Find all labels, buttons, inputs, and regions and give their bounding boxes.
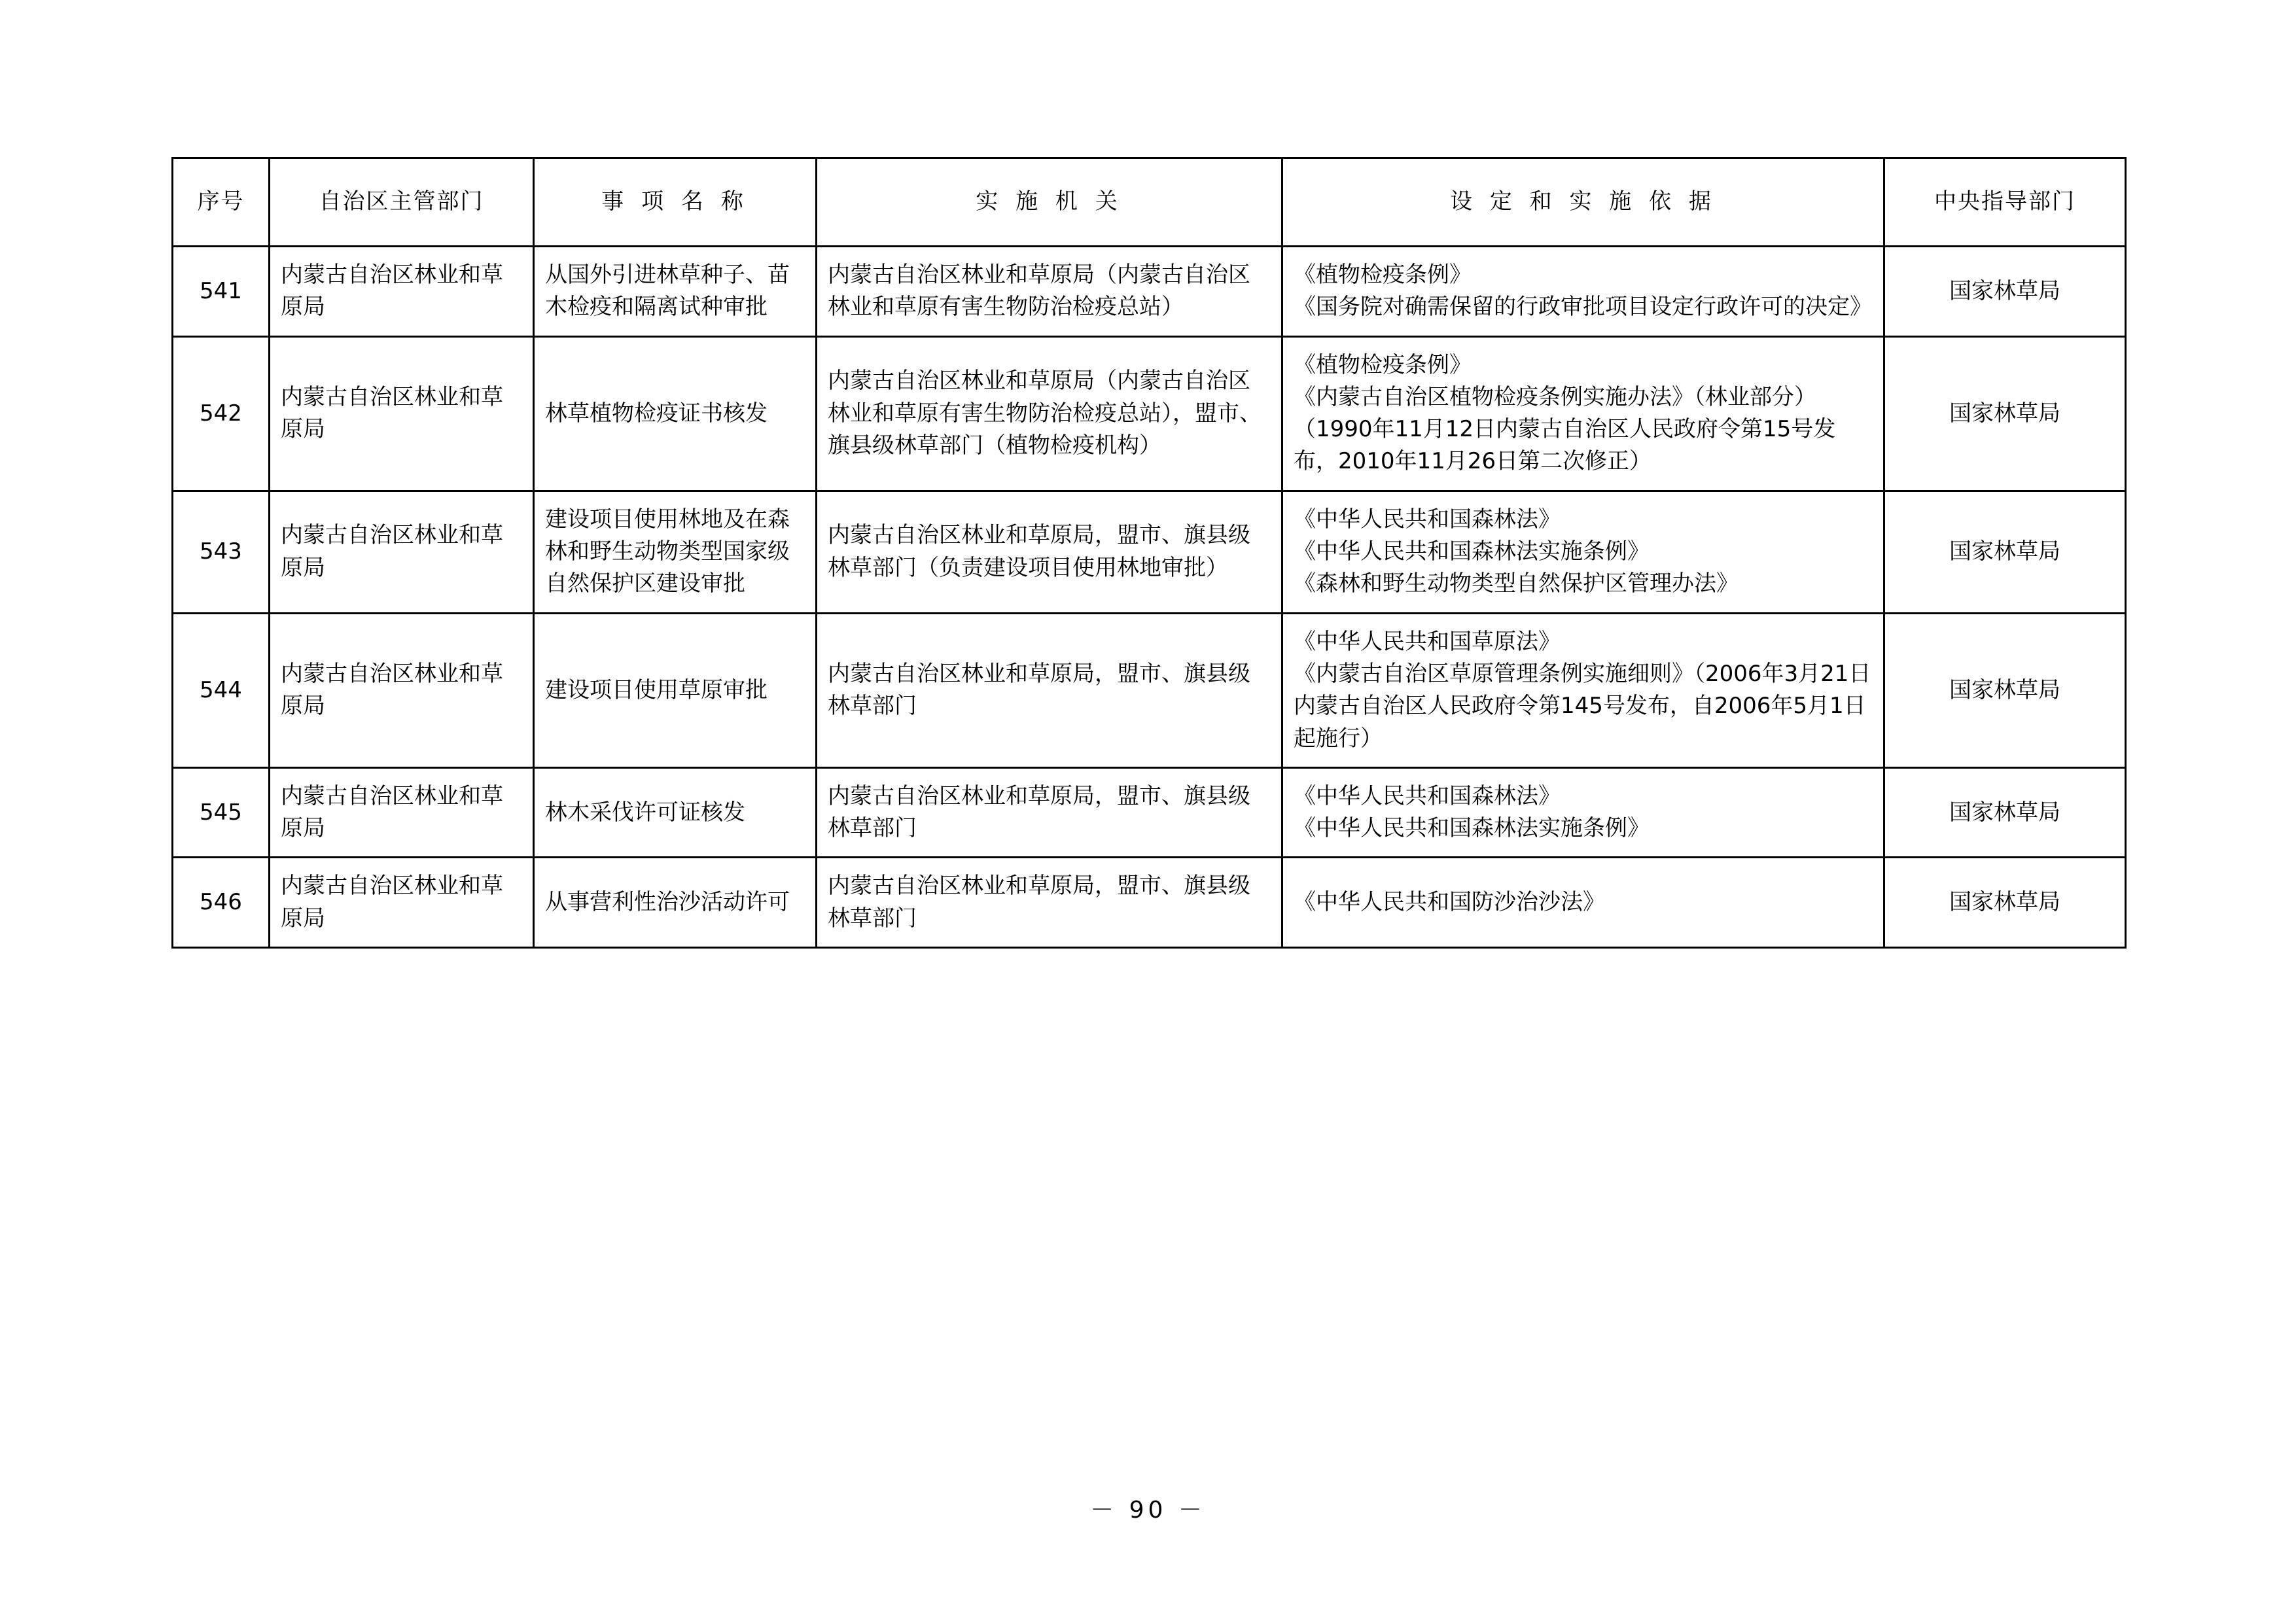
- legal-basis-line: 《植物检疫条例》: [1294, 262, 1472, 288]
- cell-department: 内蒙古自治区林业和草原局: [270, 858, 534, 948]
- cell-item-name: 从国外引进林草种子、苗木检疫和隔离试种审批: [534, 247, 817, 337]
- cell-item-name: 建设项目使用林地及在森林和野生动物类型国家级自然保护区建设审批: [534, 491, 817, 613]
- cell-legal-basis: [1282, 247, 1884, 337]
- cell-implementing-organ: 内蒙古自治区林业和草原局，盟市、旗县级林草部门: [817, 767, 1282, 858]
- legal-basis-line: 《中华人民共和国森林法实施条例》: [1294, 815, 1650, 842]
- column-header-sequence: 序号: [173, 158, 270, 247]
- column-header-central-department: 中央指导部门: [1884, 158, 2126, 247]
- legal-basis-line: 《内蒙古自治区草原管理条例实施细则》（2006年3月21日内蒙古自治区人民政府令第145号发布，自2006年5月1日起施行）: [1294, 660, 1871, 752]
- table-row: [173, 491, 2126, 613]
- administrative-items-table-container: [171, 157, 2125, 949]
- cell-central-department: 国家林草局: [1884, 858, 2126, 948]
- table-row: [173, 247, 2126, 337]
- column-header-legal-basis: 设 定 和 实 施 依 据: [1282, 158, 1884, 247]
- cell-central-department: 国家林草局: [1884, 336, 2126, 491]
- column-header-item-name: 事 项 名 称: [534, 158, 817, 247]
- cell-item-name: 从事营利性治沙活动许可: [534, 858, 817, 948]
- cell-legal-basis: [1282, 491, 1884, 613]
- cell-central-department: 国家林草局: [1884, 491, 2126, 613]
- legal-basis-line: 《中华人民共和国森林法》: [1294, 782, 1561, 809]
- legal-basis-line: 《植物检疫条例》: [1294, 351, 1472, 378]
- table-row: [173, 767, 2126, 858]
- cell-department: 内蒙古自治区林业和草原局: [270, 613, 534, 767]
- column-header-department: 自治区主管部门: [270, 158, 534, 247]
- cell-sequence: 541: [173, 247, 270, 337]
- cell-implementing-organ: 内蒙古自治区林业和草原局，盟市、旗县级林草部门: [817, 858, 1282, 948]
- cell-department: 内蒙古自治区林业和草原局: [270, 336, 534, 491]
- table-header-row: [173, 158, 2126, 247]
- cell-item-name: 林木采伐许可证核发: [534, 767, 817, 858]
- legal-basis-line: 《中华人民共和国森林法》: [1294, 506, 1561, 532]
- cell-sequence: 545: [173, 767, 270, 858]
- cell-item-name: 建设项目使用草原审批: [534, 613, 817, 767]
- cell-legal-basis: [1282, 767, 1884, 858]
- cell-sequence: 546: [173, 858, 270, 948]
- legal-basis-line: 《森林和野生动物类型自然保护区管理办法》: [1294, 570, 1739, 597]
- table-header: [173, 158, 2126, 247]
- table-row: [173, 336, 2126, 491]
- cell-sequence: 543: [173, 491, 270, 613]
- legal-basis-line: 《内蒙古自治区植物检疫条例实施办法》（林业部分）（1990年11月12日内蒙古自治区人民政府令第15号发布，2010年11月26日第二次修正）: [1294, 383, 1836, 475]
- cell-implementing-organ: 内蒙古自治区林业和草原局（内蒙古自治区林业和草原有害生物防治检疫总站），盟市、旗县级林草部门（植物检疫机构）: [817, 336, 1282, 491]
- cell-department: 内蒙古自治区林业和草原局: [270, 491, 534, 613]
- legal-basis-line: 《中华人民共和国防沙治沙法》: [1294, 889, 1605, 916]
- cell-legal-basis: [1282, 613, 1884, 767]
- cell-implementing-organ: 内蒙古自治区林业和草原局，盟市、旗县级林草部门: [817, 613, 1282, 767]
- table-body: [173, 247, 2126, 948]
- cell-legal-basis: [1282, 336, 1884, 491]
- page-number: － 90 －: [1090, 1497, 1206, 1524]
- cell-central-department: 国家林草局: [1884, 767, 2126, 858]
- cell-central-department: 国家林草局: [1884, 247, 2126, 337]
- cell-central-department: 国家林草局: [1884, 613, 2126, 767]
- cell-sequence: 542: [173, 336, 270, 491]
- cell-implementing-organ: 内蒙古自治区林业和草原局，盟市、旗县级林草部门（负责建设项目使用林地审批）: [817, 491, 1282, 613]
- cell-legal-basis: [1282, 858, 1884, 948]
- legal-basis-line: 《中华人民共和国草原法》: [1294, 628, 1561, 655]
- legal-basis-line: 《中华人民共和国森林法实施条例》: [1294, 538, 1650, 565]
- table-row: [173, 613, 2126, 767]
- cell-sequence: 544: [173, 613, 270, 767]
- column-header-implementing-organ: 实 施 机 关: [817, 158, 1282, 247]
- cell-department: 内蒙古自治区林业和草原局: [270, 767, 534, 858]
- cell-item-name: 林草植物检疫证书核发: [534, 336, 817, 491]
- legal-basis-line: 《国务院对确需保留的行政审批项目设定行政许可的决定》: [1294, 294, 1872, 321]
- cell-department: 内蒙古自治区林业和草原局: [270, 247, 534, 337]
- table-row: [173, 858, 2126, 948]
- cell-implementing-organ: 内蒙古自治区林业和草原局（内蒙古自治区林业和草原有害生物防治检疫总站）: [817, 247, 1282, 337]
- administrative-items-table: [171, 157, 2127, 949]
